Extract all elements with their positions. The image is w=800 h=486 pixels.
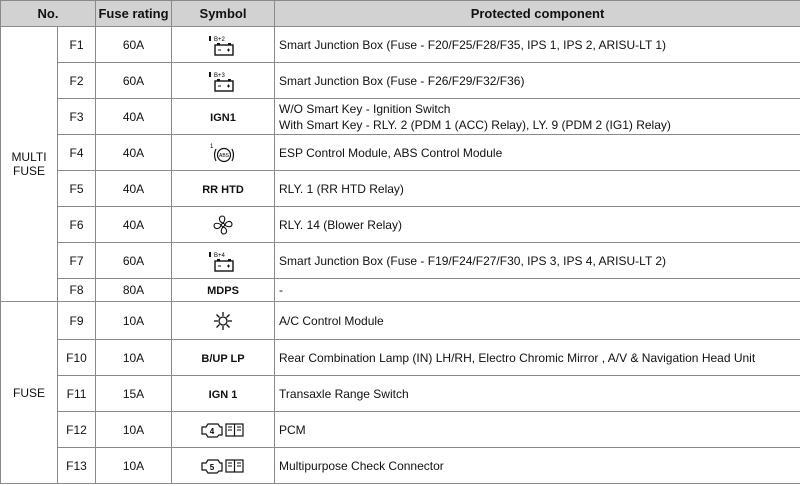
ac-icon: [212, 310, 234, 332]
symbol-text: MDPS: [207, 285, 239, 297]
component-text: ESP Control Module, ABS Control Module: [279, 145, 503, 160]
svg-text:1: 1: [210, 143, 214, 150]
fuse-rating: 10A: [96, 302, 172, 340]
fuse-number: F11: [58, 376, 96, 412]
fuse-number: F2: [58, 63, 96, 99]
table-row: [1, 340, 800, 376]
symbol-cell: [172, 99, 275, 135]
fuse-number: F5: [58, 171, 96, 207]
fuse-number: F12: [58, 412, 96, 448]
fuse-number: F1: [58, 27, 96, 63]
fuse-rating: 80A: [96, 279, 172, 302]
symbol-cell: [172, 63, 275, 99]
component-text: Multipurpose Check Connector: [279, 458, 444, 473]
fuse-rating: 40A: [96, 171, 172, 207]
fuse-rating: 15A: [96, 376, 172, 412]
fuse-number: F4: [58, 135, 96, 171]
fuse-rating: 40A: [96, 99, 172, 135]
symbol-cell: [172, 376, 275, 412]
component-text: PCM: [279, 422, 306, 437]
table-row: [1, 171, 800, 207]
symbol-cell: [172, 448, 275, 484]
svg-text:B+4: B+4: [214, 252, 225, 259]
symbol-cell: [172, 135, 275, 171]
fuse-number: F10: [58, 340, 96, 376]
battery-b3-icon: [206, 69, 240, 93]
battery-b4-icon: [206, 249, 240, 273]
table-row: [1, 376, 800, 412]
component-text: Rear Combination Lamp (IN) LH/RH, Electro Chromic Mirror , A/V & Navigation Head Unit: [279, 350, 756, 365]
engine-manual-icon: [199, 455, 247, 477]
component-text: Transaxle Range Switch: [279, 386, 409, 401]
table-row: [1, 63, 800, 99]
fuse-rating: 40A: [96, 135, 172, 171]
component-text: Smart Junction Box (Fuse - F20/F25/F28/F35, IPS 1, IPS 2, ARISU-LT 1): [279, 37, 667, 52]
protected-component: [275, 207, 800, 243]
protected-component: [275, 302, 800, 340]
fuse-number: F8: [58, 279, 96, 302]
symbol-cell: [172, 412, 275, 448]
protected-component: [275, 243, 800, 279]
symbol-cell: [172, 171, 275, 207]
table-row: [1, 207, 800, 243]
symbol-cell: [172, 27, 275, 63]
header-symbol: Symbol: [172, 1, 275, 27]
table-row: [1, 279, 800, 302]
fuse-number: F7: [58, 243, 96, 279]
component-text: A/C Control Module: [279, 313, 384, 328]
symbol-cell: [172, 340, 275, 376]
fuse-rating: 40A: [96, 207, 172, 243]
svg-text:5: 5: [209, 462, 215, 472]
protected-component: [275, 279, 800, 302]
group-label-line-1: MULTI: [11, 150, 47, 164]
fuse-rating: 60A: [96, 243, 172, 279]
engine-manual-icon: [199, 419, 247, 441]
protected-component: [275, 340, 800, 376]
component-text: Smart Junction Box (Fuse - F19/F24/F27/F30, IPS 3, IPS 4, ARISU-LT 2): [279, 253, 667, 268]
symbol-cell: [172, 243, 275, 279]
protected-component: [275, 135, 800, 171]
component-text: Smart Junction Box (Fuse - F26/F29/F32/F36): [279, 73, 525, 88]
svg-text:4: 4: [209, 426, 215, 436]
fuse-number: F13: [58, 448, 96, 484]
svg-text:ABS: ABS: [219, 152, 230, 159]
table-row: [1, 302, 800, 340]
fuse-number: F9: [58, 302, 96, 340]
header-no: No.: [1, 1, 96, 27]
symbol-text: IGN 1: [208, 388, 238, 401]
table-row: [1, 412, 800, 448]
protected-component: [275, 171, 800, 207]
fuse-rating: 60A: [96, 27, 172, 63]
protected-component: [275, 448, 800, 484]
symbol-cell: [172, 279, 275, 302]
component-text: -: [279, 283, 284, 297]
table-row: [1, 135, 800, 171]
fuse-number: F3: [58, 99, 96, 135]
svg-text:B+2: B+2: [214, 36, 225, 43]
header-protected-component: Protected component: [275, 1, 800, 27]
table-row: [1, 27, 800, 63]
fuse-rating: 60A: [96, 63, 172, 99]
protected-component: [275, 99, 800, 135]
fuse-rating: 10A: [96, 412, 172, 448]
group-label-line-2: FUSE: [12, 164, 45, 178]
symbol-cell: [172, 302, 275, 340]
fuse-number: F6: [58, 207, 96, 243]
component-text: With Smart Key - RLY. 2 (PDM 1 (ACC) Relay), LY. 9 (PDM 2 (IG1) Relay): [279, 117, 671, 132]
fuse-rating: 10A: [96, 340, 172, 376]
protected-component: [275, 63, 800, 99]
symbol-text: RR HTD: [202, 183, 244, 196]
table-row: [1, 448, 800, 484]
protected-component: [275, 412, 800, 448]
svg-text:B+3: B+3: [214, 72, 225, 79]
symbol-cell: [172, 207, 275, 243]
protected-component: [275, 376, 800, 412]
protected-component: [275, 27, 800, 63]
component-text: RLY. 1 (RR HTD Relay): [279, 181, 404, 196]
group-multi-fuse: [1, 27, 58, 302]
symbol-text: B/UP LP: [201, 352, 245, 365]
header-fuse-rating: Fuse rating: [96, 1, 172, 27]
symbol-text: IGN1: [210, 111, 236, 124]
battery-b2-icon: [206, 33, 240, 57]
table-row: [1, 243, 800, 279]
table-row: [1, 99, 800, 135]
group-fuse: FUSE: [1, 302, 58, 484]
fan-icon: [211, 213, 235, 237]
fuse-rating: 10A: [96, 448, 172, 484]
abs-icon: [206, 141, 240, 165]
header-row: [1, 1, 800, 27]
component-text: RLY. 14 (Blower Relay): [279, 217, 402, 232]
component-text: W/O Smart Key - Ignition Switch: [279, 101, 451, 116]
